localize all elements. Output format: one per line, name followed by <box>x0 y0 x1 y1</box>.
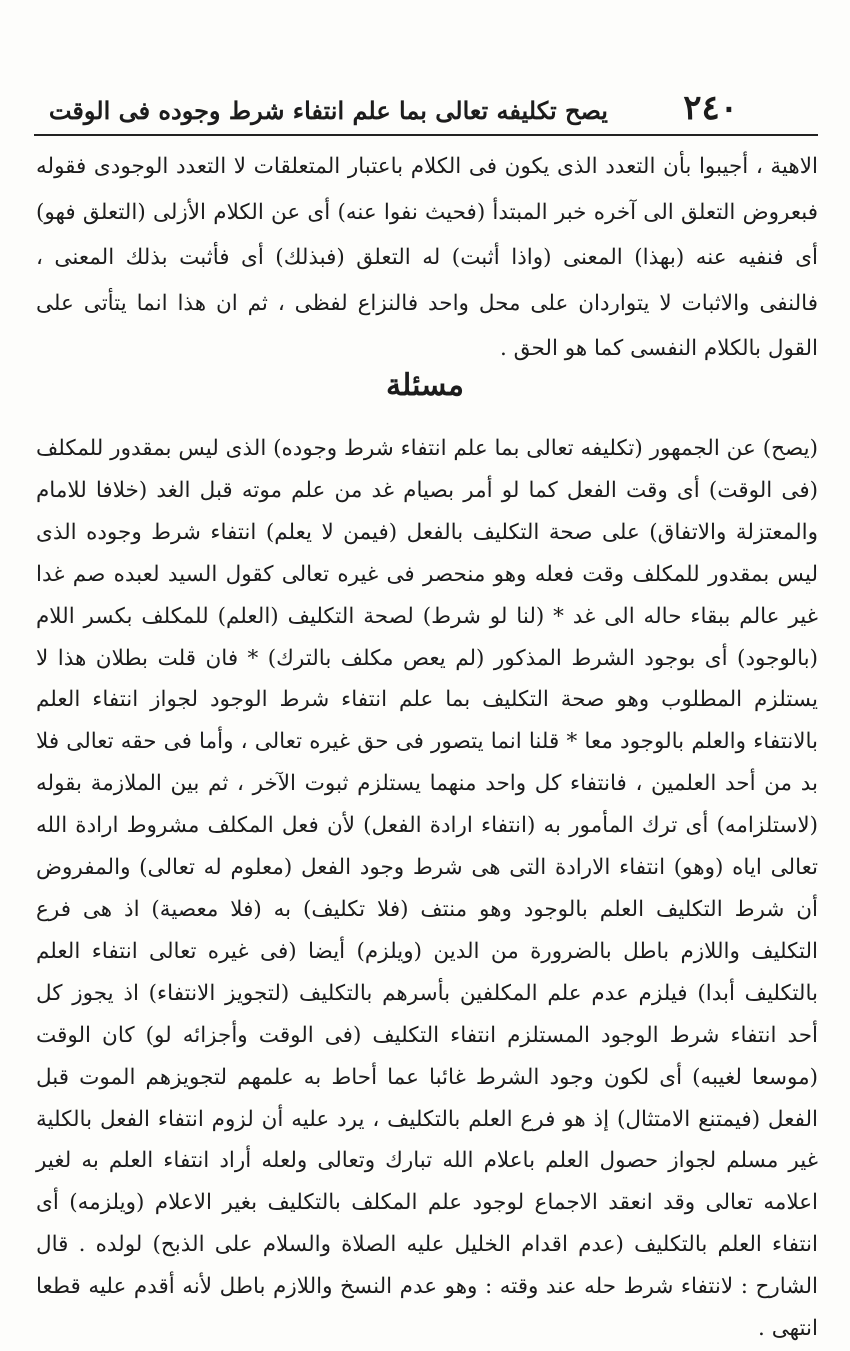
page-number: ٢٤٠ <box>683 88 738 128</box>
intro-text: الاهية ، أجيبوا بأن التعدد الذى يكون فى الكلام باعتبار المتعلقات لا التعدد الوجودى فقوله فبعروض التعلق الى آخره خبر المبتدأ (فحيث نفوا عنه) أى عن الكلام الأزلى (التعلق فهو) أى فنفيه عنه (بهذا) المعنى (واذا أثبت) له التعلق (فبذلك) أى فأثبت بذلك المعنى ، فالنفى والاثبات لا يتواردان على محل واحد فالنزاع لفظى ، ثم ان هذا انما يتأتى على القول بالكلام النفسى كما هو الحق . <box>36 154 818 361</box>
intro-paragraph <box>36 144 818 372</box>
body-paragraph <box>36 428 818 1350</box>
body-text: (يصح) عن الجمهور (تكليفه تعالى بما علم انتفاء شرط وجوده) الذى ليس بمقدور للمكلف (فى الوقت) أى وقت الفعل كما لو أمر بصيام غد من علم موته قبل الغد (خلافا للامام والمعتزلة والاتفاق) على صحة التكليف بالفعل (فيمن لا يعلم) انتفاء شرط وجوده الذى ليس بمقدور للمكلف وقت فعله وهو منحصر فى غيره تعالى كقول السيد لعبده صم غدا غير عالم ببقاء حاله الى غد * (لنا لو شرط) لصحة التكليف (العلم) للمكلف بكسر اللام (بالوجود) أى بوجود الشرط المذكور (لم يعص مكلف بالترك) * فان قلت بطلان هذا لا يستلزم المطلوب وهو صحة التكليف بما علم انتفاء شرط الوجود لجواز انتفاء العلم بالانتفاء والعلم بالوجود معا * قلنا انما يتصور فى حق غيره تعالى ، وأما فى حقه تعالى فلا بد من أحد العلمين ، فانتفاء كل واحد منهما يستلزم ثبوت الآخر ، ثم بين الملازمة بقوله (لاستلزامه) أى ترك المأمور به (انتفاء ارادة الفعل) لأن فعل المكلف مشروط ارادة الله تعالى اياه (وهو) انتفاء الارادة التى هى شرط وجود الفعل (معلوم له تعالى) والمفروض أن شرط التكليف العلم بالوجود وهو منتف (فلا تكليف) به (فلا معصية) اذ هى فرع التكليف واللازم باطل بالضرورة من الدين (ويلزم) أيضا (فى غيره تعالى انتفاء العلم بالتكليف أبدا) فيلزم عدم علم المكلفين بأسرهم بالتكليف (لتجويز الانتفاء) اذ يجوز كل أحد انتفاء شرط الوجود المستلزم انتفاء التكليف (فى الوقت وأجزائه لو) كان الوقت (موسعا لغيبه) أى لكون وجود الشرط غائبا عما أحاط به علمهم لتجويزهم الموت قبل الفعل (فيمتنع الامتثال) إذ هو فرع العلم بالتكليف ، يرد عليه أن لزوم انتفاء الفعل بالكلية غير مسلم لجواز حصول العلم باعلام الله تبارك وتعالى ولعله أراد انتفاء العلم به لغير اعلامه تعالى وقد انعقد الاجماع لوجود علم المكلف بالتكليف بغير الاعلام (ويلزمه) أى انتفاء العلم بالتكليف (عدم اقدام الخليل عليه الصلاة والسلام على الذبح) لولده . قال الشارح : لانتفاء شرط حله عند وقته : وهو عدم النسخ واللازم باطل لأنه أقدم عليه قطعا انتهى . <box>36 436 818 1342</box>
section-title: مسئلة <box>386 368 464 403</box>
running-title: يصح تكليفه تعالى بما علم انتفاء شرط وجوده فى الوقت <box>48 96 608 125</box>
page-header <box>34 86 818 136</box>
